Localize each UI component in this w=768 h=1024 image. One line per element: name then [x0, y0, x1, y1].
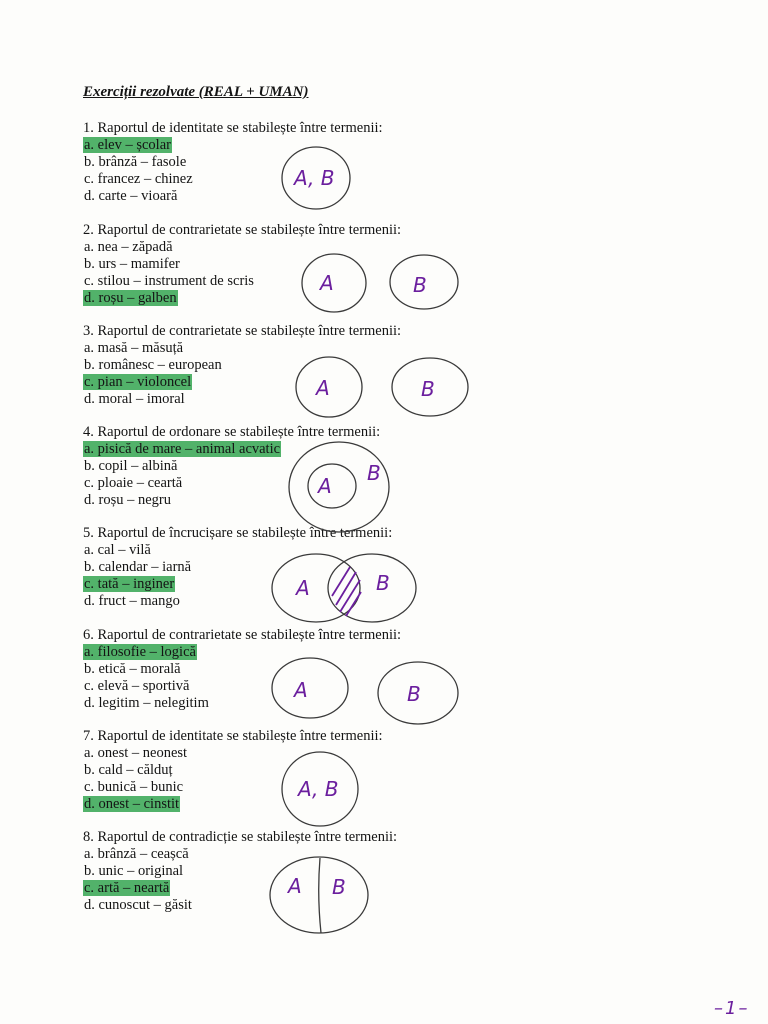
question-1 — [83, 120, 443, 205]
label-b: B — [367, 461, 381, 485]
question-text: 5. Raportul de încrucișare se stabilește între termenii: — [83, 525, 393, 541]
contrariety-diagram-3 — [294, 356, 474, 420]
contradiction-diagram-8 — [268, 855, 372, 937]
label-a: A — [316, 376, 330, 400]
question-text: 8. Raportul de contradicție se stabilește între termenii: — [83, 829, 398, 845]
label-b: B — [407, 682, 421, 706]
question-7 — [83, 728, 443, 813]
option-c: c. stilou – instrument de scris — [84, 273, 254, 289]
contrariety-diagram-2 — [300, 252, 465, 314]
label-a: A — [288, 874, 302, 898]
option-c: c. ploaie – ceartă — [84, 475, 183, 491]
label-a: A — [320, 271, 334, 295]
circle-b-outer — [289, 442, 389, 532]
option-a: a. brânză – ceașcă — [84, 846, 189, 862]
option-c: c. artă – neartă — [84, 880, 170, 896]
hatch-line — [336, 572, 356, 605]
option-b: b. urs – mamifer — [84, 256, 180, 272]
option-d: d. roșu – negru — [84, 492, 171, 508]
circle-a — [302, 254, 366, 312]
circle-a-inner — [308, 464, 356, 508]
question-text: 1. Raportul de identitate se stabilește între termenii: — [83, 120, 383, 136]
contrariety-diagram-6 — [270, 655, 462, 727]
option-d: d. moral – imoral — [84, 391, 185, 407]
question-text: 7. Raportul de identitate se stabilește între termenii: — [83, 728, 383, 744]
option-b: b. etică – morală — [84, 661, 181, 677]
circle-a — [272, 658, 348, 718]
label-a: A — [294, 678, 308, 702]
option-b: b. copil – albină — [84, 458, 178, 474]
option-c: c. tată – inginer — [84, 576, 175, 592]
identity-diagram-1 — [280, 144, 360, 214]
label-b: B — [421, 377, 435, 401]
hatch-line — [340, 580, 360, 612]
label-b: B — [413, 273, 427, 297]
option-d: d. roșu – galben — [84, 290, 177, 306]
option-b: b. românesc – european — [84, 357, 222, 373]
circle-b — [328, 554, 416, 622]
option-d: d. carte – vioară — [84, 188, 178, 204]
option-a: a. cal – vilă — [84, 542, 151, 558]
option-c: c. bunică – bunic — [84, 779, 184, 795]
hatch-line — [332, 567, 350, 596]
option-a: a. pisică de mare – animal acvatic — [84, 441, 281, 457]
question-text: 3. Raportul de contrarietate se stabilește între termenii: — [83, 323, 402, 339]
option-a: a. onest – neonest — [84, 745, 188, 761]
question-text: 2. Raportul de contrarietate se stabilește între termenii: — [83, 222, 402, 238]
option-a: a. nea – zăpadă — [84, 239, 173, 255]
option-c: c. francez – chinez — [84, 171, 193, 187]
label-ab: A, B — [298, 777, 339, 801]
question-8 — [83, 829, 443, 914]
intersection-diagram-5 — [270, 550, 420, 626]
dividing-line — [319, 858, 321, 933]
hatch-line — [346, 592, 361, 616]
page-number: –1– — [714, 998, 750, 1019]
option-b: b. unic – original — [84, 863, 184, 879]
label-ab: A, B — [294, 166, 335, 190]
page-title: Exerciții rezolvate (REAL + UMAN) — [83, 84, 309, 100]
option-c: c. elevă – sportivă — [84, 678, 190, 694]
option-b: b. brânză – fasole — [84, 154, 187, 170]
option-a: a. filosofie – logică — [84, 644, 196, 660]
label-b: B — [332, 875, 346, 899]
question-text: 4. Raportul de ordonare se stabilește între termenii: — [83, 424, 381, 440]
option-a: a. elev – școlar — [84, 137, 171, 153]
label-b: B — [376, 571, 390, 595]
option-d: d. cunoscut – găsit — [84, 897, 192, 913]
label-a: A — [318, 474, 332, 498]
ordering-diagram-4 — [287, 440, 395, 536]
option-d: d. legitim – nelegitim — [84, 695, 209, 711]
option-d: d. fruct – mango — [84, 593, 180, 609]
identity-diagram-7 — [280, 748, 366, 832]
option-a: a. masă – măsuță — [84, 340, 184, 356]
option-c: c. pian – violoncel — [84, 374, 192, 390]
option-b: b. cald – călduț — [84, 762, 173, 778]
label-a: A — [296, 576, 310, 600]
option-b: b. calendar – iarnă — [84, 559, 192, 575]
question-text: 6. Raportul de contrarietate se stabilește între termenii: — [83, 627, 402, 643]
option-d: d. onest – cinstit — [84, 796, 180, 812]
